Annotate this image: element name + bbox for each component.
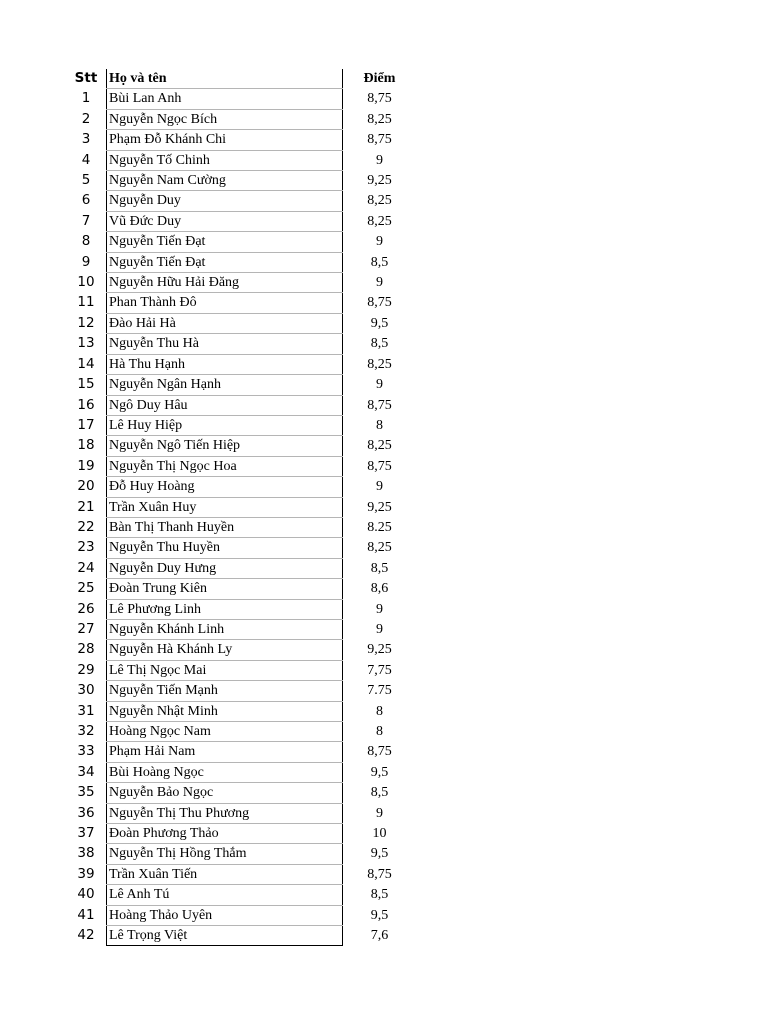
row-stt: 24: [77, 559, 95, 576]
row-name: Đoàn Phương Thảo: [107, 824, 343, 844]
row-stt: 10: [77, 274, 95, 291]
table-row: [66, 885, 416, 905]
row-name: Phạm Hải Nam: [107, 742, 343, 762]
row-stt: 13: [77, 335, 95, 352]
table-row: [66, 334, 416, 354]
row-score: 8,5: [370, 887, 389, 903]
row-name: Nguyễn Duy Hưng: [107, 558, 343, 578]
row-name: Nguyễn Tiến Mạnh: [107, 681, 343, 701]
row-name: Nguyễn Thị Hồng Thắm: [107, 844, 343, 864]
table-row: [66, 313, 416, 333]
row-name: Phan Thành Đô: [107, 293, 343, 313]
row-stt: 17: [77, 416, 95, 433]
row-name: Nguyễn Thị Ngọc Hoa: [107, 456, 343, 476]
row-name: Vũ Đức Duy: [107, 211, 343, 231]
table-row: [66, 579, 416, 599]
row-name: Đào Hải Hà: [107, 313, 343, 333]
table-row: [66, 803, 416, 823]
row-name: Phạm Đỗ Khánh Chi: [107, 130, 343, 150]
row-score: 7,6: [370, 928, 389, 944]
row-name: Nguyễn Ngân Hạnh: [107, 375, 343, 395]
row-score: 8,25: [367, 356, 392, 372]
row-score: 9,5: [370, 907, 389, 923]
table-row: [66, 456, 416, 476]
row-score: 9: [376, 479, 383, 495]
row-name: Nguyễn Nam Cường: [107, 171, 343, 191]
row-name: Nguyễn Duy: [107, 191, 343, 211]
row-stt: 3: [81, 131, 91, 148]
row-stt: 5: [81, 172, 91, 189]
row-stt: 6: [81, 192, 91, 209]
table-row: [66, 926, 416, 946]
row-name: Lê Thị Ngọc Mai: [107, 660, 343, 680]
row-score: 8,5: [370, 560, 389, 576]
row-stt: 23: [77, 539, 95, 556]
row-stt: 11: [77, 294, 95, 311]
table-row: [66, 273, 416, 293]
table-row: [66, 191, 416, 211]
row-name: Nguyễn Thu Hà: [107, 334, 343, 354]
row-score: 8,75: [367, 397, 392, 413]
row-score: 8,75: [367, 91, 392, 107]
table-row: [66, 558, 416, 578]
table-row: [66, 109, 416, 129]
row-name: Nguyễn Thị Thu Phương: [107, 803, 343, 823]
row-score: 8,25: [367, 438, 392, 454]
row-score: 8: [376, 417, 383, 433]
row-name: Lê Huy Hiệp: [107, 415, 343, 435]
row-stt: 29: [77, 661, 95, 678]
row-score: 9: [376, 601, 383, 617]
row-score: 8.25: [367, 519, 392, 535]
row-name: Lê Phương Linh: [107, 599, 343, 619]
table-row: [66, 824, 416, 844]
row-stt: 22: [77, 518, 95, 535]
row-name: Nguyễn Ngọc Bích: [107, 109, 343, 129]
row-name: Nguyễn Ngô Tiến Hiệp: [107, 436, 343, 456]
row-score: 9: [376, 275, 383, 291]
row-score: 8,75: [367, 744, 392, 760]
row-name: Lê Trọng Việt: [107, 926, 343, 946]
row-stt: 2: [81, 110, 91, 127]
row-score: 10: [372, 826, 387, 842]
row-name: Bùi Lan Anh: [107, 89, 343, 109]
row-name: Bùi Hoàng Ngọc: [107, 762, 343, 782]
row-name: Hà Thu Hạnh: [107, 354, 343, 374]
row-score: 8,25: [367, 540, 392, 556]
row-score: 9: [376, 377, 383, 393]
row-score: 8,5: [370, 785, 389, 801]
score-sheet: [66, 69, 416, 946]
table-row: [66, 171, 416, 191]
row-stt: 14: [77, 355, 95, 372]
row-stt: 28: [77, 641, 95, 658]
row-score: 9,5: [370, 846, 389, 862]
row-stt: 12: [77, 314, 95, 331]
row-score: 8,75: [367, 458, 392, 474]
row-name: Nguyễn Hữu Hải Đăng: [107, 273, 343, 293]
table-row: [66, 89, 416, 109]
table-row: [66, 130, 416, 150]
row-score: 8: [376, 703, 383, 719]
row-stt: 7: [81, 212, 91, 229]
row-score: 8,5: [370, 254, 389, 270]
row-name: Nguyễn Khánh Linh: [107, 619, 343, 639]
table-row: [66, 742, 416, 762]
table-row: [66, 436, 416, 456]
row-score: 9,25: [367, 642, 392, 658]
row-stt: 15: [77, 376, 95, 393]
table-row: [66, 864, 416, 884]
table-row: [66, 722, 416, 742]
table-row: [66, 640, 416, 660]
row-name: Nguyễn Thu Huyền: [107, 538, 343, 558]
row-stt: 39: [77, 865, 95, 882]
row-score: 8: [376, 724, 383, 739]
row-name: Trần Xuân Huy: [107, 497, 343, 517]
table-row: [66, 232, 416, 252]
row-score: 8,75: [367, 132, 392, 148]
row-stt: 34: [77, 763, 95, 780]
row-name: Lê Anh Tú: [107, 885, 343, 905]
row-stt: 9: [81, 253, 91, 270]
table-row: [66, 701, 416, 721]
row-score: 9: [376, 152, 383, 168]
row-score: 8,25: [367, 213, 392, 229]
table-row: [66, 252, 416, 272]
table-row: [66, 293, 416, 313]
row-name: Nguyễn Tố Chinh: [107, 150, 343, 170]
row-score: 7.75: [367, 683, 392, 699]
row-score: 9,25: [367, 173, 392, 189]
row-stt: 42: [77, 927, 95, 944]
row-score: 7,75: [367, 662, 392, 678]
row-score: 8,5: [370, 336, 389, 352]
table-row: [66, 783, 416, 803]
row-stt: 19: [77, 457, 95, 474]
row-stt: 41: [77, 906, 95, 923]
row-score: 8,6: [370, 581, 389, 597]
row-name: Bàn Thị Thanh Huyền: [107, 517, 343, 537]
table-row: [66, 619, 416, 639]
row-name: Trần Xuân Tiến: [107, 864, 343, 884]
table-row: [66, 477, 416, 497]
row-stt: 16: [77, 396, 95, 413]
row-name: Đỗ Huy Hoàng: [107, 477, 343, 497]
row-stt: 1: [81, 90, 91, 107]
table-row: [66, 599, 416, 619]
row-score: 9,5: [370, 764, 389, 780]
table-row: [66, 538, 416, 558]
table-body: [66, 89, 416, 946]
score-table: [66, 69, 416, 946]
row-name: Hoàng Ngọc Nam: [107, 722, 343, 742]
header-row: [66, 69, 416, 89]
table-row: [66, 395, 416, 415]
row-name: Nguyễn Tiến Đạt: [107, 252, 343, 272]
row-stt: 27: [77, 620, 95, 637]
row-stt: 20: [77, 478, 95, 495]
row-name: Nguyễn Tiến Đạt: [107, 232, 343, 252]
row-stt: 38: [77, 845, 95, 862]
header-stt: Stt: [74, 70, 98, 87]
row-stt: 26: [77, 600, 95, 617]
row-score: 9: [376, 805, 383, 821]
table-row: [66, 497, 416, 517]
table-row: [66, 762, 416, 782]
row-score: 9,5: [370, 315, 389, 331]
row-stt: 36: [77, 804, 95, 821]
header-score: Điểm: [363, 71, 396, 87]
row-score: 9: [376, 621, 383, 637]
row-stt: 21: [77, 498, 95, 515]
row-score: 8,75: [367, 866, 392, 882]
row-stt: 25: [77, 580, 95, 597]
row-stt: 4: [81, 151, 91, 168]
row-name: Nguyễn Hà Khánh Ly: [107, 640, 343, 660]
row-stt: 33: [77, 743, 95, 760]
row-name: Ngô Duy Hâu: [107, 395, 343, 415]
row-stt: 40: [77, 886, 95, 903]
row-stt: 30: [77, 682, 95, 699]
table-row: [66, 415, 416, 435]
row-score: 8,25: [367, 193, 392, 209]
row-name: Hoàng Thảo Uyên: [107, 905, 343, 925]
table-row: [66, 681, 416, 701]
table-row: [66, 354, 416, 374]
row-name: Đoàn Trung Kiên: [107, 579, 343, 599]
table-row: [66, 517, 416, 537]
header-name: Họ và tên: [107, 69, 343, 89]
row-score: 8,25: [367, 111, 392, 127]
row-stt: 8: [81, 233, 91, 250]
table-row: [66, 844, 416, 864]
row-stt: 35: [77, 784, 95, 801]
row-stt: 32: [77, 723, 95, 739]
row-stt: 37: [77, 825, 95, 842]
table-row: [66, 211, 416, 231]
row-score: 9: [376, 234, 383, 250]
table-row: [66, 905, 416, 925]
row-score: 9,25: [367, 499, 392, 515]
row-name: Nguyễn Nhật Minh: [107, 701, 343, 721]
row-stt: 18: [77, 437, 95, 454]
table-row: [66, 375, 416, 395]
table-row: [66, 660, 416, 680]
row-score: 8,75: [367, 295, 392, 311]
row-stt: 31: [77, 702, 95, 719]
table-row: [66, 150, 416, 170]
row-name: Nguyễn Bảo Ngọc: [107, 783, 343, 803]
